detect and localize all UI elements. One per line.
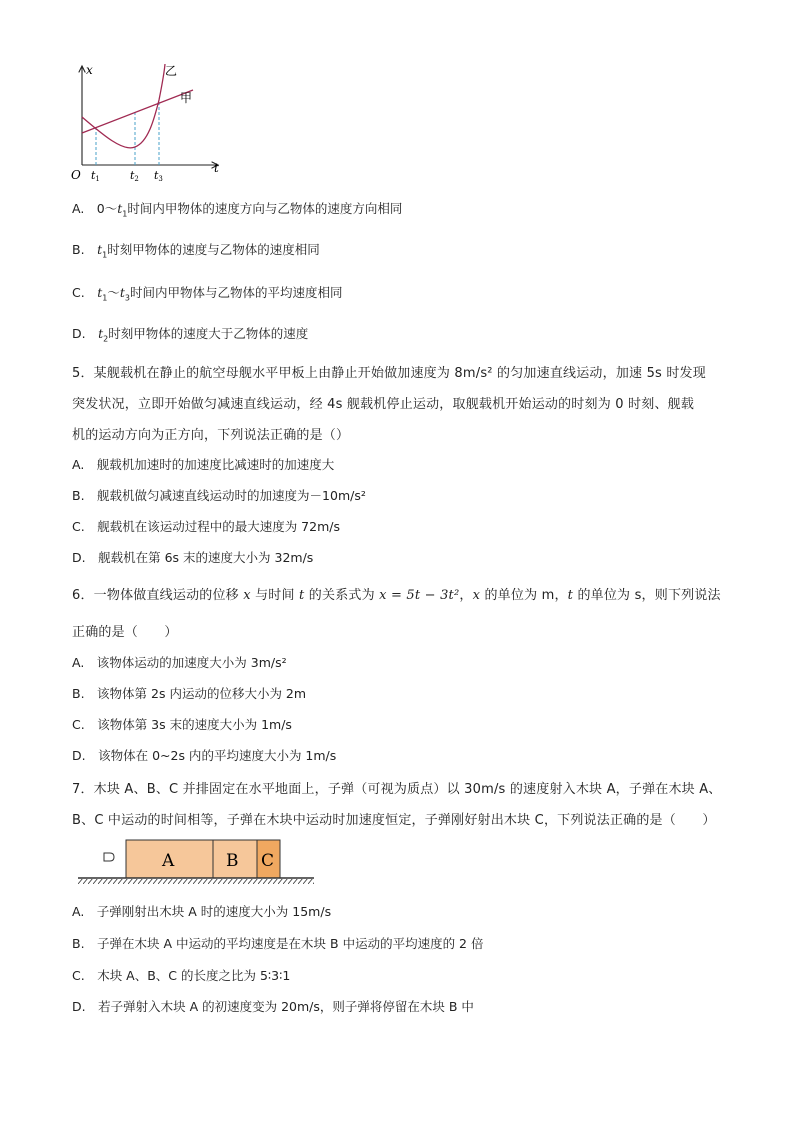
q6-stem-line1: 6．一物体做直线运动的位移 x 与时间 t 的关系式为 x = 5t − 3t²，x 的单位为 m，t 的单位为 s，则下列说法: [72, 588, 721, 603]
ground-hatch: [78, 879, 314, 884]
yi-label: 乙: [165, 64, 178, 78]
q6-formula: x = 5t − 3t²: [379, 588, 460, 603]
t2-label: t2: [130, 169, 139, 183]
block-b-label: B: [226, 851, 239, 871]
q7-stem-line2: B、C 中运动的时间相等，子弹在木块中运动时加速度恒定，子弹刚好射出木块 C，下列说法正确的是（ ）: [72, 813, 716, 828]
q5-option-a: A. 舰载机加速时的加速度比减速时的加速度大: [72, 457, 335, 472]
q6-option-d: D. 该物体在 0~2s 内的平均速度大小为 1m/s: [72, 748, 337, 763]
t3-label: t3: [154, 169, 163, 183]
q6-option-b: B. 该物体第 2s 内运动的位移大小为 2m: [72, 686, 307, 701]
q4-option-c: C. $t_1\sim t_3$时间内甲物体与乙物体的平均速度相同: [72, 285, 343, 303]
q6-stem-line2: 正确的是（ ）: [72, 625, 178, 640]
axis-t-label: t: [214, 161, 219, 175]
q5-stem-line3: 机的运动方向为正方向，下列说法正确的是（）: [72, 428, 350, 443]
blocks-figure: [78, 836, 318, 886]
q4-option-d: D. $t_2$时刻甲物体的速度大于乙物体的速度: [72, 326, 309, 344]
q4-option-b: B. $t_1$时刻甲物体的速度与乙物体的速度相同: [72, 242, 320, 260]
q7-option-d: D. 若子弹射入木块 A 的初速度变为 20m/s，则子弹将停留在木块 B 中: [72, 999, 474, 1014]
jia-line: [82, 90, 193, 133]
q7-option-a: A. 子弹刚射出木块 A 时的速度大小为 15m/s: [72, 904, 332, 919]
bullet-icon: [104, 853, 114, 861]
xt-graph: [68, 60, 228, 185]
q7-option-c: C. 木块 A、B、C 的长度之比为 5∶3∶1: [72, 968, 291, 983]
q6-option-a: A. 该物体运动的加速度大小为 3m/s²: [72, 655, 287, 670]
q5-option-c: C. 舰载机在该运动过程中的最大速度为 72m/s: [72, 519, 340, 534]
t1-label: t1: [91, 169, 100, 183]
block-c-label: C: [261, 851, 275, 871]
q5-stem-line2: 突发状况，立即开始做匀减速直线运动，经 4s 舰载机停止运动，取舰载机开始运动的时刻为 0 时刻、舰载: [72, 397, 695, 412]
jia-label: 甲: [180, 91, 193, 105]
q5-stem-line1: 5．某舰载机在静止的航空母舰水平甲板上由静止开始做加速度为 8m/s² 的匀加速直线运动，加速 5s 时发现: [72, 366, 706, 381]
q4-option-a: A. $0\sim t_1$时间内甲物体的速度方向与乙物体的速度方向相同: [72, 201, 403, 219]
q6-option-c: C. 该物体第 3s 末的速度大小为 1m/s: [72, 717, 292, 732]
q5-option-b: B. 舰载机做匀减速直线运动时的加速度为－10m/s²: [72, 488, 366, 503]
block-a-label: A: [162, 851, 175, 871]
origin-label: O: [71, 168, 81, 182]
q7-option-b: B. 子弹在木块 A 中运动的平均速度是在木块 B 中运动的平均速度的 2 倍: [72, 936, 484, 951]
axis-x-label: x: [86, 63, 93, 77]
q7-stem-line1: 7．木块 A、B、C 并排固定在水平地面上，子弹（可视为质点）以 30m/s 的速度射入木块 A，子弹在木块 A、: [72, 782, 722, 797]
q5-option-d: D. 舰载机在第 6s 末的速度大小为 32m/s: [72, 550, 314, 565]
